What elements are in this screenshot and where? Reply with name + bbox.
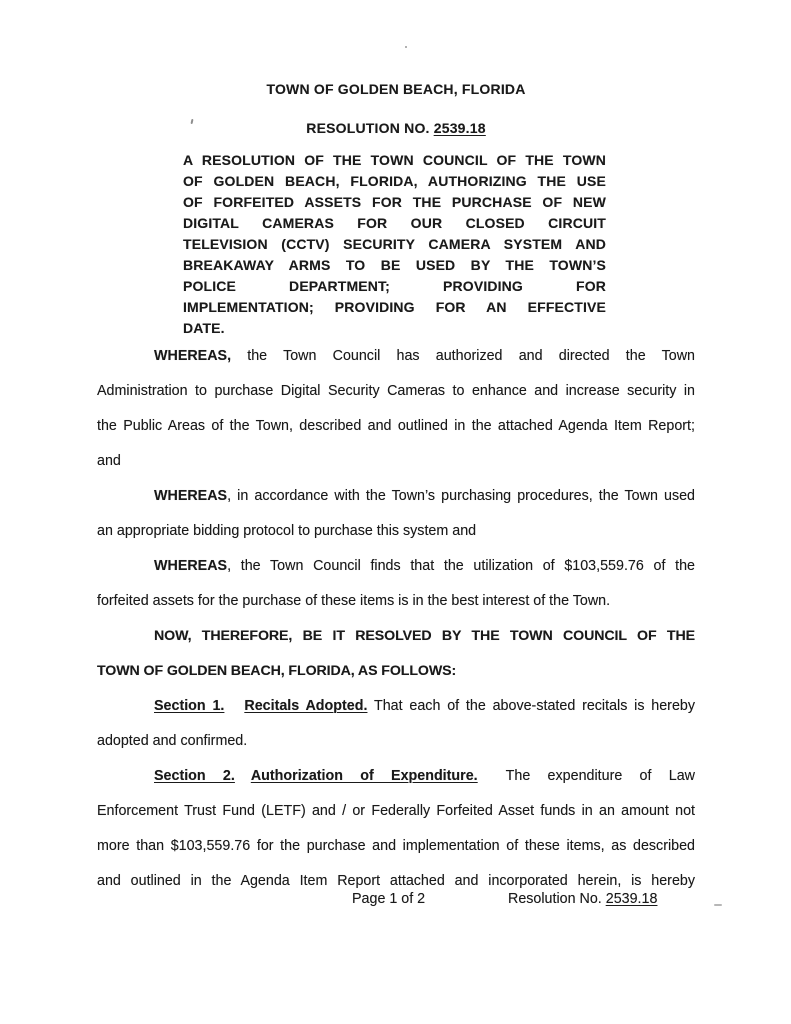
scan-speck: [714, 904, 722, 906]
text-line: [183, 192, 606, 213]
text-segment: the Public Areas of the Town, described and outlined in the attached Agenda Item Report;: [97, 418, 695, 434]
text-segment: Recitals Adopted.: [244, 698, 368, 714]
text-line: [97, 374, 695, 409]
text-line: [183, 150, 606, 171]
text-segment: OF GOLDEN BEACH, FLORIDA, AUTHORIZING THE USE: [183, 173, 606, 189]
text-segment: adopted and confirmed.: [97, 733, 248, 749]
text-segment: A RESOLUTION OF THE TOWN COUNCIL OF THE TOWN: [183, 152, 606, 168]
text-line: [97, 724, 695, 759]
text-line: [183, 171, 606, 192]
text-line: [97, 409, 695, 444]
text-segment: DIGITAL CAMERAS FOR OUR CLOSED CIRCUIT: [183, 215, 606, 231]
text-line: [97, 759, 695, 794]
text-segment: DATE.: [183, 320, 225, 336]
text-segment: POLICE DEPARTMENT; PROVIDING FOR: [183, 278, 606, 294]
text-segment: , the Town Council finds that the utilization of $103,559.76 of the: [227, 558, 695, 574]
document-content: [97, 80, 695, 899]
text-segment: and: [97, 453, 121, 469]
page-indicator: Page 1 of 2: [352, 891, 426, 907]
text-line: [97, 619, 695, 654]
footer-resolution-label: Resolution No.: [508, 891, 606, 907]
text-line: [97, 794, 695, 829]
whereas-2: [97, 479, 695, 549]
text-line: [97, 339, 695, 374]
text-line: [183, 297, 606, 318]
text-line: [97, 444, 695, 479]
text-segment: Section 2.: [154, 768, 235, 784]
text-segment: Authorization of Expenditure.: [250, 768, 478, 784]
section-2: [97, 759, 695, 899]
text-line: [183, 234, 606, 255]
text-line: [183, 213, 606, 234]
page-title: TOWN OF GOLDEN BEACH, FLORIDA: [266, 81, 526, 97]
whereas-3: [97, 549, 695, 619]
text-segment: TOWN OF GOLDEN BEACH, FLORIDA, AS FOLLOWS:: [97, 663, 457, 679]
resolution-heading-label: RESOLUTION NO.: [306, 120, 434, 136]
text-segment: TELEVISION (CCTV) SECURITY CAMERA SYSTEM AND: [183, 236, 606, 252]
text-segment: and outlined in the Agenda Item Report attached and incorporated herein, is hereby: [97, 873, 695, 889]
text-segment: , in accordance with the Town’s purchasing procedures, the Town used: [227, 488, 695, 504]
text-segment: the Town Council has authorized and directed the Town: [231, 348, 695, 364]
text-segment: Enforcement Trust Fund (LETF) and / or Federally Forfeited Asset funds in an amount not: [97, 803, 695, 819]
caption-block: [183, 150, 606, 339]
text-line: [183, 318, 606, 339]
text-line: [183, 255, 606, 276]
text-line: [97, 584, 695, 619]
text-segment: more than $103,559.76 for the purchase and implementation of these items, as described: [97, 838, 695, 854]
text-line: [97, 689, 695, 724]
text-segment: WHEREAS: [154, 558, 228, 574]
resolution-heading: [97, 119, 695, 137]
text-segment: BREAKAWAY ARMS TO BE USED BY THE TOWN’S: [183, 257, 606, 273]
text-segment: forfeited assets for the purchase of these items is in the best interest of the Town.: [97, 593, 611, 609]
text-segment: WHEREAS,: [154, 348, 232, 364]
document-flow: [97, 150, 695, 899]
text-segment: NOW, THEREFORE, BE IT RESOLVED BY THE TOWN COUNCIL OF THE: [154, 628, 695, 644]
text-segment: Section 1.: [154, 698, 225, 714]
section-1: [97, 689, 695, 759]
text-segment: IMPLEMENTATION; PROVIDING FOR AN EFFECTIVE: [183, 299, 606, 315]
text-line: [97, 479, 695, 514]
resolved-clause: [97, 619, 695, 689]
scan-speck: [405, 46, 407, 48]
text-segment: OF FORFEITED ASSETS FOR THE PURCHASE OF NEW: [183, 194, 606, 210]
resolution-number: 2539.18: [433, 120, 486, 136]
text-line: [97, 829, 695, 864]
footer-resolution: [508, 891, 657, 907]
whereas-1: [97, 339, 695, 479]
footer-resolution-number: 2539.18: [605, 891, 658, 907]
text-line: [97, 654, 695, 689]
text-segment: Administration to purchase Digital Security Cameras to enhance and increase security in: [97, 383, 695, 399]
text-line: [183, 276, 606, 297]
page-footer: [97, 891, 695, 911]
text-line: [97, 514, 695, 549]
text-segment: WHEREAS: [154, 488, 228, 504]
text-segment: That each of the above-stated recitals is hereby: [367, 698, 695, 714]
text-segment: an appropriate bidding protocol to purchase this system and: [97, 523, 477, 539]
text-line: [97, 549, 695, 584]
text-segment: The expenditure of Law: [505, 768, 695, 784]
